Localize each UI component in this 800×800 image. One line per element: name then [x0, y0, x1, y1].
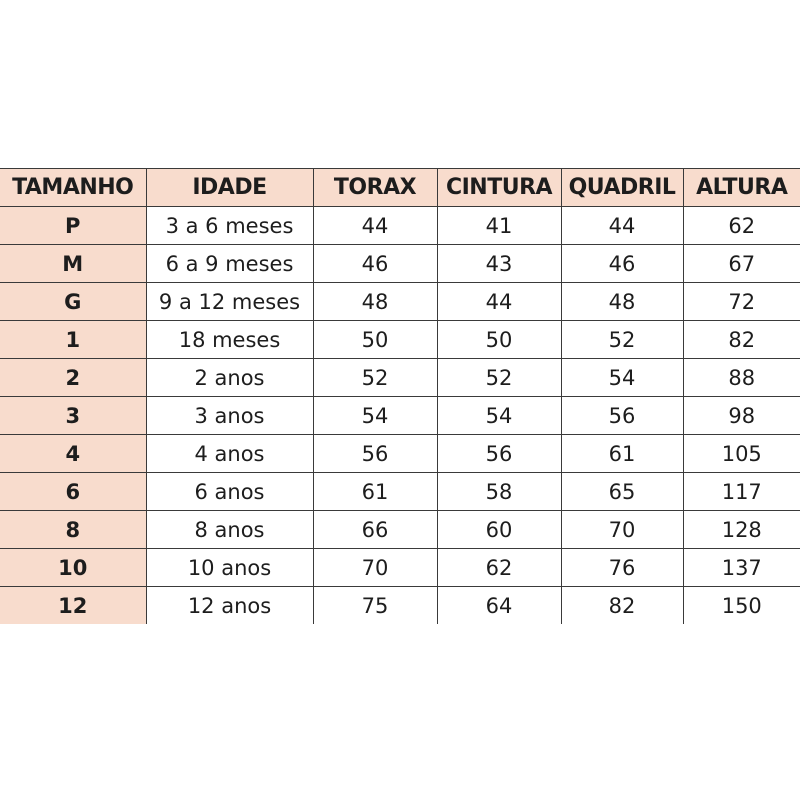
size-cell: 6 [0, 473, 146, 511]
hip-cell: 44 [561, 207, 683, 245]
table-row [0, 359, 800, 397]
age-cell: 10 anos [146, 549, 313, 587]
height-cell: 62 [683, 207, 800, 245]
size-cell: P [0, 207, 146, 245]
waist-cell: 60 [437, 511, 561, 549]
table-row [0, 549, 800, 587]
waist-cell: 64 [437, 587, 561, 625]
size-cell: 2 [0, 359, 146, 397]
waist-cell: 54 [437, 397, 561, 435]
age-cell: 6 a 9 meses [146, 245, 313, 283]
age-cell: 8 anos [146, 511, 313, 549]
height-cell: 67 [683, 245, 800, 283]
table-row [0, 283, 800, 321]
header-idade: IDADE [146, 169, 313, 207]
waist-cell: 50 [437, 321, 561, 359]
hip-cell: 46 [561, 245, 683, 283]
table-row [0, 207, 800, 245]
header-tamanho: TAMANHO [0, 169, 146, 207]
size-cell: 12 [0, 587, 146, 625]
chest-cell: 52 [313, 359, 437, 397]
table-row [0, 587, 800, 625]
header-cintura: CINTURA [437, 169, 561, 207]
chest-cell: 50 [313, 321, 437, 359]
chest-cell: 48 [313, 283, 437, 321]
table-row [0, 473, 800, 511]
chest-cell: 46 [313, 245, 437, 283]
size-cell: 4 [0, 435, 146, 473]
age-cell: 9 a 12 meses [146, 283, 313, 321]
table-row [0, 321, 800, 359]
hip-cell: 52 [561, 321, 683, 359]
size-chart-table [0, 168, 800, 624]
size-cell: M [0, 245, 146, 283]
height-cell: 98 [683, 397, 800, 435]
size-cell: 3 [0, 397, 146, 435]
height-cell: 88 [683, 359, 800, 397]
chest-cell: 70 [313, 549, 437, 587]
chest-cell: 61 [313, 473, 437, 511]
height-cell: 150 [683, 587, 800, 625]
table-row [0, 511, 800, 549]
waist-cell: 56 [437, 435, 561, 473]
age-cell: 12 anos [146, 587, 313, 625]
height-cell: 82 [683, 321, 800, 359]
chest-cell: 75 [313, 587, 437, 625]
table-row [0, 397, 800, 435]
height-cell: 105 [683, 435, 800, 473]
hip-cell: 82 [561, 587, 683, 625]
chest-cell: 66 [313, 511, 437, 549]
size-cell: 10 [0, 549, 146, 587]
table-row [0, 245, 800, 283]
height-cell: 128 [683, 511, 800, 549]
table-row [0, 435, 800, 473]
waist-cell: 58 [437, 473, 561, 511]
hip-cell: 54 [561, 359, 683, 397]
header-altura: ALTURA [683, 169, 800, 207]
height-cell: 72 [683, 283, 800, 321]
waist-cell: 41 [437, 207, 561, 245]
age-cell: 3 a 6 meses [146, 207, 313, 245]
waist-cell: 52 [437, 359, 561, 397]
size-table-body [0, 207, 800, 625]
age-cell: 3 anos [146, 397, 313, 435]
height-cell: 117 [683, 473, 800, 511]
size-cell: 8 [0, 511, 146, 549]
height-cell: 137 [683, 549, 800, 587]
age-cell: 18 meses [146, 321, 313, 359]
chest-cell: 56 [313, 435, 437, 473]
waist-cell: 62 [437, 549, 561, 587]
waist-cell: 43 [437, 245, 561, 283]
hip-cell: 61 [561, 435, 683, 473]
waist-cell: 44 [437, 283, 561, 321]
hip-cell: 70 [561, 511, 683, 549]
hip-cell: 48 [561, 283, 683, 321]
size-cell: G [0, 283, 146, 321]
hip-cell: 56 [561, 397, 683, 435]
chest-cell: 54 [313, 397, 437, 435]
age-cell: 6 anos [146, 473, 313, 511]
chest-cell: 44 [313, 207, 437, 245]
header-torax: TORAX [313, 169, 437, 207]
age-cell: 4 anos [146, 435, 313, 473]
hip-cell: 76 [561, 549, 683, 587]
header-quadril: QUADRIL [561, 169, 683, 207]
header-row [0, 169, 800, 207]
size-cell: 1 [0, 321, 146, 359]
hip-cell: 65 [561, 473, 683, 511]
age-cell: 2 anos [146, 359, 313, 397]
